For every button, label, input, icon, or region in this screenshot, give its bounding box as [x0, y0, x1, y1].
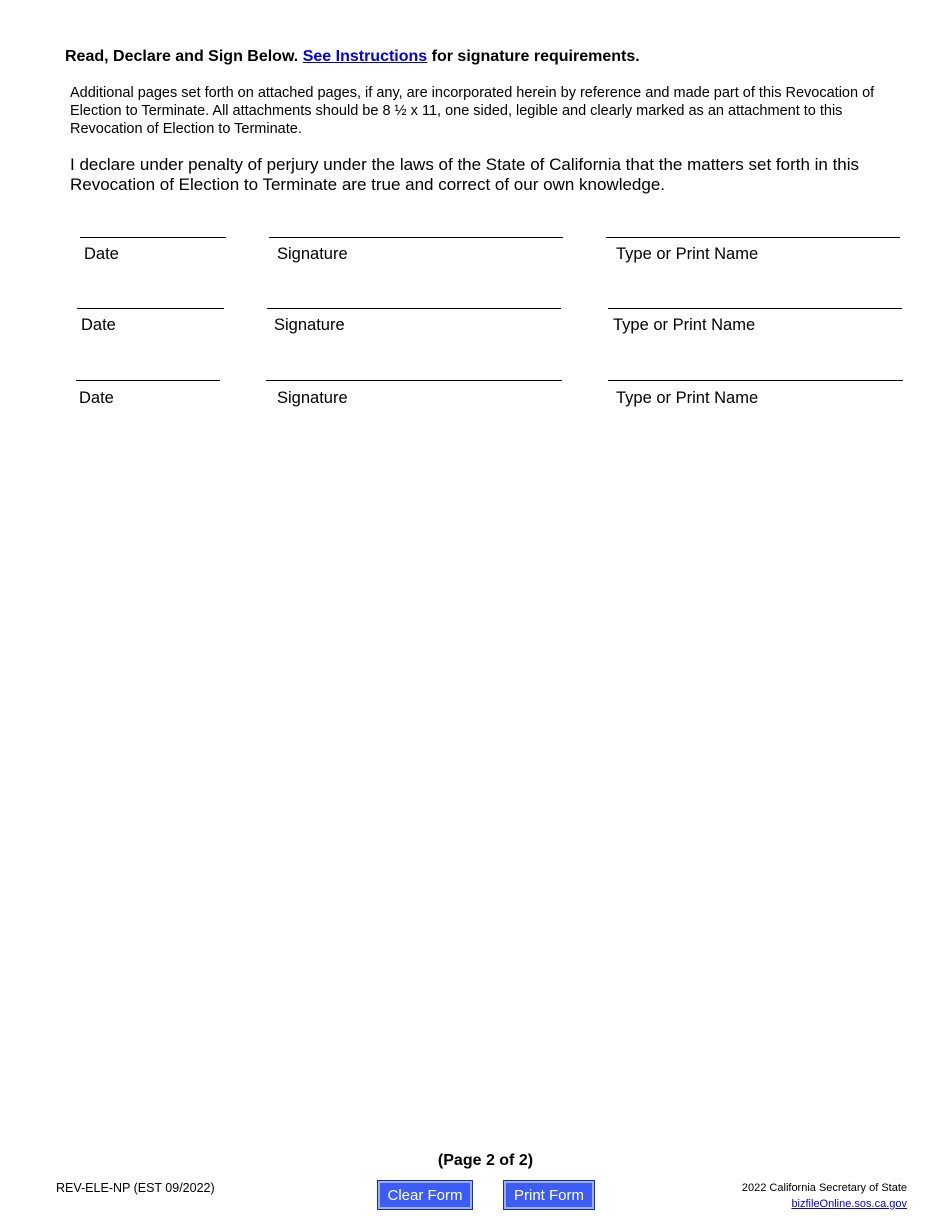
print-name-label: Type or Print Name: [616, 245, 759, 263]
date-line[interactable]: [76, 380, 220, 381]
date-label: Date: [81, 316, 116, 334]
signature-label: Signature: [274, 316, 345, 334]
page-number: (Page 2 of 2): [437, 1152, 534, 1169]
signature-line[interactable]: [267, 308, 561, 309]
print-name-label: Type or Print Name: [616, 389, 759, 407]
date-line[interactable]: [77, 308, 224, 309]
date-line[interactable]: [80, 237, 226, 238]
attachments-paragraph: Additional pages set forth on attached pages, if any, are incorporated herein by reference and made part of this Revocation of Election to Terminate. All attachments should be 8 ½ x 11, one sided, legible and clearly marked as an attachment to this Revocation of Election to Terminate.: [70, 85, 875, 137]
see-instructions-link[interactable]: See Instructions: [302, 48, 428, 65]
heading-suffix: for signature requirements.: [431, 48, 640, 65]
website-link[interactable]: bizfileOnline.sos.ca.gov: [791, 1198, 907, 1210]
print-name-line[interactable]: [608, 380, 903, 381]
instructions-heading: [65, 48, 640, 66]
signature-line[interactable]: [269, 237, 563, 238]
print-name-line[interactable]: [608, 308, 902, 309]
declaration-paragraph: I declare under penalty of perjury under the laws of the State of California that the matters set forth in this Revocation of Election to Terminate are true and correct of our own knowledge.: [70, 155, 860, 194]
clear-form-button[interactable]: Clear Form: [378, 1181, 472, 1209]
date-label: Date: [84, 245, 119, 263]
signature-label: Signature: [277, 389, 348, 407]
date-label: Date: [79, 389, 114, 407]
signature-label: Signature: [277, 245, 348, 263]
print-name-line[interactable]: [606, 237, 900, 238]
print-form-button[interactable]: Print Form: [504, 1181, 594, 1209]
heading-prefix: Read, Declare and Sign Below.: [65, 48, 299, 65]
copyright-notice: 2022 California Secretary of State: [741, 1182, 907, 1194]
print-name-label: Type or Print Name: [613, 316, 756, 334]
form-code: REV-ELE-NP (EST 09/2022): [56, 1181, 215, 1195]
signature-line[interactable]: [266, 380, 562, 381]
